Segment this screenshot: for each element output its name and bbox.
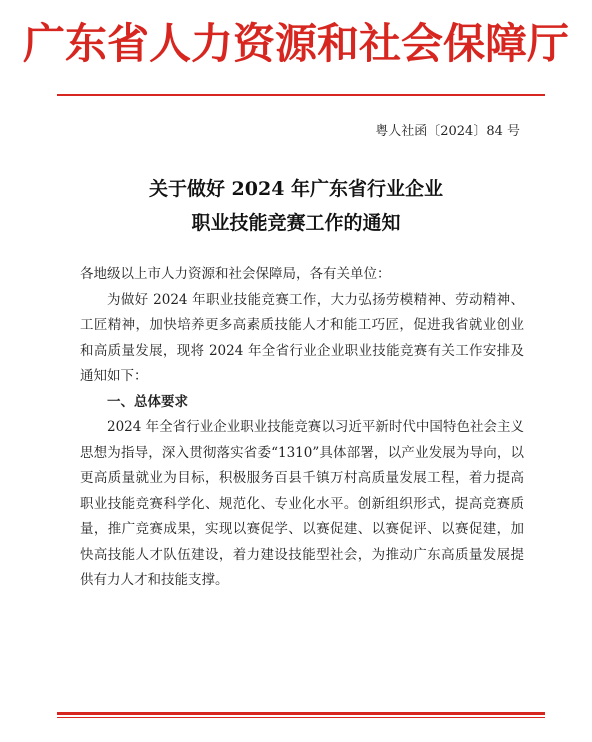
footer-red-rule-thin: [57, 717, 545, 718]
section-1-paragraph: 2024 年全省行业企业职业技能竞赛以习近平新时代中国特色社会主义思想为指导，深入贯彻落实省委“1310”具体部署，以产业发展为导向，以更高质量就业为目标，积极服务百县千镇万村高质量发展工程，着力提高职业技能竞赛科学化、规范化、专业化水平。创新组织形式，提高竞赛质量，推广竞赛成果，实现以赛促学、以赛促建、以赛促评、以赛促建，加快高技能人才队伍建设，着力建设技能型社会，为推动广东高质量发展提供有力人才和技能支撑。: [80, 419, 524, 588]
intro-paragraph: 为做好 2024 年职业技能竞赛工作，大力弘扬劳模精神、劳动精神、工匠精神，加快培养更多高素质技能人才和能工巧匠，促进我省就业创业和高质量发展，现将 2024 年全省行业企业职业技能竞赛有关工作安排及通知如下：: [80, 291, 524, 384]
document-title-line2: 职业技能竞赛工作的通知: [191, 212, 401, 234]
section-1-heading: 一、总体要求: [107, 393, 188, 410]
document-number: 粤人社函〔2024〕84 号: [375, 124, 520, 139]
document-title-line1: 关于做好 2024 年广东省行业企业: [148, 178, 444, 200]
header-red-rule: [57, 94, 545, 96]
document-body: [80, 262, 524, 594]
issuer-header: 广东省人力资源和社会保障厅: [22, 19, 569, 68]
footer-red-rule-thick: [57, 712, 545, 715]
document-title: [0, 172, 592, 240]
addressee-line: 各地级以上市人力资源和社会保障局，各有关单位：: [80, 266, 391, 282]
